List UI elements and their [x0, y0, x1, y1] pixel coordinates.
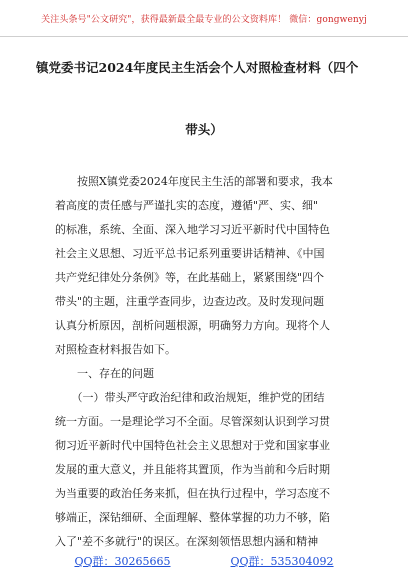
- paragraph-line: 按照X镇党委2024年度民主生活的部署和要求，我本: [55, 175, 333, 188]
- paragraph-line: 入了"差不多就行"的误区。在深刻领悟思想内涵和精神: [55, 535, 319, 548]
- qq-group-link-1[interactable]: QQ群：30265665: [74, 555, 171, 568]
- paragraph-line: 带头"的主题，注重学查同步，边查边改。及时发现问题: [55, 295, 325, 308]
- paragraph-line: 为当重要的政治任务来抓，但在执行过程中，学习态度不: [55, 487, 330, 500]
- document-title-continuation: 带头）: [185, 122, 223, 137]
- paragraph-line: 的标准，系统、全面、深入地学习习近平新时代中国特色: [55, 223, 330, 236]
- document-title: 镇党委书记2024年度民主生活会个人对照检查材料（四个: [36, 60, 359, 75]
- paragraph-line: 对照检查材料报告如下。: [55, 343, 176, 356]
- paragraph-line: 发展的重大意义，并且能将其置顶，作为当前和今后时期: [55, 463, 330, 476]
- paragraph-line: 社会主义思想、习近平总书记系列重要讲话精神、《中国: [55, 247, 325, 260]
- bottom-banner: [0, 553, 408, 580]
- top-banner: [0, 0, 408, 37]
- paragraph-line: 够端正，深钻细研、全面理解、整体掌握的功力不够，陷: [55, 511, 330, 524]
- paragraph-line: 共产党纪律处分条例》等，在此基础上，紧紧围绕"四个: [55, 271, 325, 284]
- section-heading: 一、存在的问题: [55, 367, 154, 380]
- paragraph-line: 统一方面。一是理论学习不全面。尽管深刻认识到学习贯: [55, 415, 330, 428]
- paragraph-line: （一）带头严守政治纪律和政治规矩，维护党的团结: [55, 391, 325, 404]
- banner-text: 关注头条号"公文研究"，获得最新最全最专业的公文资料库！ 微信：gongwenyj: [41, 14, 367, 25]
- paragraph-line: 彻习近平新时代中国特色社会主义思想对于党和国家事业: [55, 439, 330, 452]
- paragraph-line: 认真分析原因，剖析问题根源，明确努力方向。现将个人: [55, 319, 330, 332]
- paragraph-line: 着高度的责任感与严谨扎实的态度，遵循"严、实、细": [55, 199, 319, 212]
- qq-group-link-2[interactable]: QQ群：535304092: [230, 555, 334, 568]
